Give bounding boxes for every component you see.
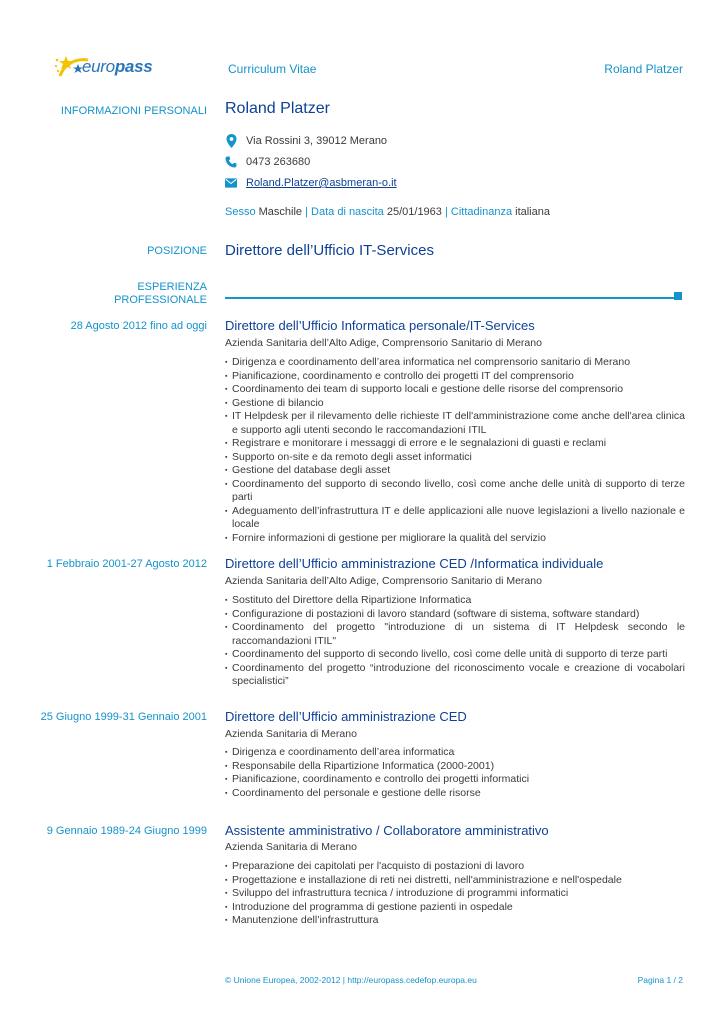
email-icon [225, 176, 237, 190]
sex-value: Maschile [258, 206, 303, 218]
list-item: ▪ Supporto on-site e da remoto degli asset informatici [225, 451, 685, 465]
list-item: ▪ Dirigenza e coordinamento dell’area informatica nel comprensorio sanitario di Merano [225, 356, 685, 370]
europass-logo [52, 50, 152, 82]
job-dates: 9 Gennaio 1989-24 Giugno 1999 [46, 825, 207, 837]
job-title: Direttore dell’Ufficio amministrazione CED /Informatica individuale [225, 556, 604, 571]
experience-label-2: PROFESSIONALE [114, 294, 207, 306]
section-divider-end [674, 292, 682, 300]
address-row [225, 134, 387, 148]
list-item: ▪ Coordinamento del personale e gestione delle risorse [225, 787, 685, 801]
list-item: ▪ IT Helpdesk per il rilevamento delle richieste IT dell'amministrazione come anche dell'area clinica e supporto agli utenti secondo le raccomandazioni ITIL [225, 410, 685, 437]
list-item: ▪ Preparazione dei capitolati per l'acquisto di postazioni di lavoro [225, 860, 685, 874]
position-value: Direttore dell’Ufficio IT-Services [225, 242, 434, 259]
phone-icon [225, 155, 237, 169]
address-text: Via Rossini 3, 39012 Merano [246, 135, 388, 147]
job-employer: Azienda Sanitaria dell’Alto Adige, Comprensorio Sanitario di Merano [225, 575, 542, 587]
list-item: ▪ Pianificazione, coordinamento e controllo dei progetti IT del comprensorio [225, 370, 685, 384]
list-item: ▪ Coordinamento del supporto di secondo livello, così come anche delle unità di supporto di terze parti [225, 478, 685, 505]
job-dates: 1 Febbraio 2001-27 Agosto 2012 [46, 558, 207, 570]
section-divider [225, 297, 674, 299]
list-item: ▪ Pianificazione, coordinamento e controllo dei progetti informatici [225, 773, 685, 787]
list-item: ▪ Coordinamento del progetto “introduzione del riconoscimento vocale e creazione di vocabolari specialistici” [225, 662, 685, 689]
job-title: Direttore dell’Ufficio Informatica personale/IT-Services [225, 318, 535, 333]
list-item: ▪ Coordinamento del supporto di secondo livello, così come delle unità di supporto di terze parti [225, 648, 685, 662]
footer-page-number: Pagina 1 / 2 [637, 975, 683, 985]
email-row [225, 176, 397, 190]
footer-copyright: © Unione Europea, 2002-2012 | http://europass.cedefop.europa.eu [225, 975, 477, 985]
personal-info-label: INFORMAZIONI PERSONALI [60, 105, 207, 117]
list-item: ▪ Sviluppo del infrastruttura tecnica / introduzione di programmi informatici [225, 887, 685, 901]
job-duties [225, 860, 685, 928]
experience-label-1: ESPERIENZA [137, 281, 207, 293]
nationality-value: italiana [515, 206, 550, 218]
doc-title: Curriculum Vitae [228, 62, 317, 76]
list-item: ▪ Gestione del database degli asset [225, 464, 685, 478]
list-item: ▪ Responsabile della Ripartizione Informatica (2000-2001) [225, 760, 685, 774]
job-dates: 25 Giugno 1999-31 Gennaio 2001 [40, 711, 207, 723]
list-item: ▪ Adeguamento dell’infrastruttura IT e delle applicazioni alle nuove legislazioni a livello nazionale e locale [225, 505, 685, 532]
person-name: Roland Platzer [225, 100, 330, 117]
list-item: ▪ Coordinamento del progetto "introduzione di un sistema di IT Helpdesk secondo le raccomandazioni ITIL" [225, 621, 685, 648]
list-item: ▪ Manutenzione dell’infrastruttura [225, 914, 685, 928]
job-title: Direttore dell’Ufficio amministrazione CED [225, 709, 467, 724]
header-name: Roland Platzer [604, 62, 683, 76]
location-pin-icon [225, 134, 237, 148]
list-item: ▪ Progettazione e installazione di reti nei distretti, nell'amministrazione e nell'ospedale [225, 874, 685, 888]
list-item: ▪ Configurazione di postazioni di lavoro standard (software di sistema, software standard) [225, 608, 685, 622]
list-item: ▪ Coordinamento dei team di supporto locali e gestione delle risorse del comprensorio [225, 383, 685, 397]
job-dates: 28 Agosto 2012 fino ad oggi [70, 320, 207, 332]
job-duties [225, 356, 685, 545]
list-item: ▪ Fornire informazioni di gestione per migliorare la qualità del servizio [225, 532, 685, 546]
job-duties [225, 746, 685, 800]
europass-wordmark: europass [82, 57, 153, 76]
list-item: ▪ Registrare e monitorare i messaggi di errore e le segnalazioni di guasti e reclami [225, 437, 685, 451]
job-employer: Azienda Sanitaria di Merano [225, 728, 357, 740]
job-employer: Azienda Sanitaria di Merano [225, 841, 357, 853]
position-label: POSIZIONE [147, 245, 207, 257]
list-item: ▪ Introduzione del programma di gestione pazienti in ospedale [225, 901, 685, 915]
job-duties [225, 594, 685, 689]
job-employer: Azienda Sanitaria dell’Alto Adige, Comprensorio Sanitario di Merano [225, 337, 542, 349]
email-link[interactable]: Roland.Platzer@asbmeran-o.it [246, 177, 397, 189]
phone-text: 0473 263680 [246, 156, 311, 168]
phone-row [225, 155, 310, 169]
personal-details-line: Sesso Maschile | Data di nascita 25/01/1963 | Cittadinanza italiana [225, 206, 550, 218]
dob-value: 25/01/1963 [386, 206, 442, 218]
list-item: ▪ Dirigenza e coordinamento dell’area informatica [225, 746, 685, 760]
list-item: ▪ Sostituto del Direttore della Ripartizione Informatica [225, 594, 685, 608]
job-title: Assistente amministrativo / Collaboratore amministrativo [225, 823, 549, 838]
list-item: ▪ Gestione di bilancio [225, 397, 685, 411]
